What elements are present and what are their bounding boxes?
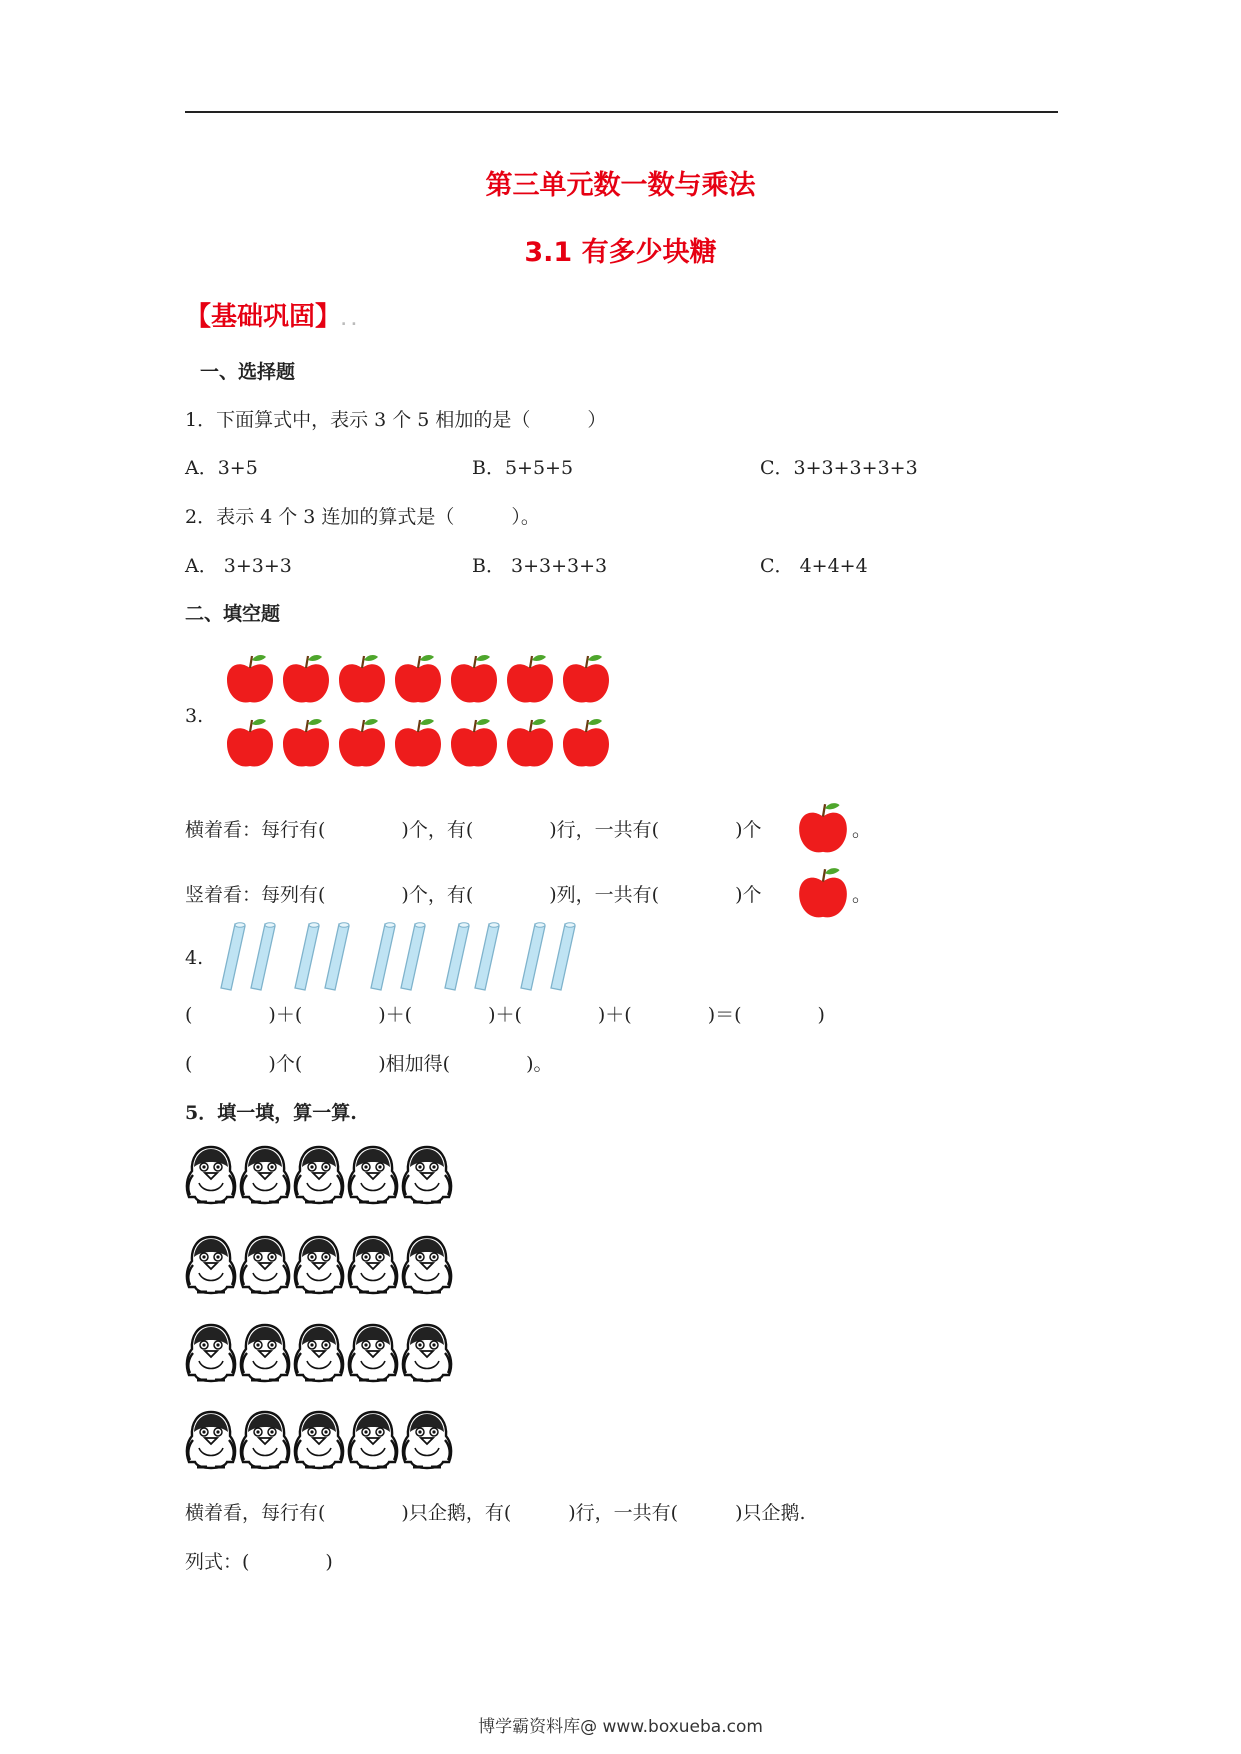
apple-grid <box>225 652 625 777</box>
penguin-icon <box>403 1237 451 1293</box>
part1-heading: 一、选择题 <box>200 361 296 383</box>
q1-option-c: C．3+3+3+3+3 <box>760 457 918 479</box>
apple-icon <box>797 800 849 856</box>
penguin-icon <box>187 1147 235 1203</box>
q4-line2: ( )个( )相加得( )。 <box>185 1053 553 1075</box>
penguin-icon <box>295 1325 343 1381</box>
apple-icon <box>797 865 849 921</box>
q1-option-b: B．5+5+5 <box>472 457 574 479</box>
footer-watermark: 博学霸资料库@ www.boxueba.com <box>478 1717 763 1737</box>
penguin-icon <box>295 1237 343 1293</box>
penguin-icon <box>241 1412 289 1468</box>
penguin-grid <box>185 1145 465 1475</box>
q3-line1-end: 。 <box>852 819 872 841</box>
penguin-icon <box>403 1147 451 1203</box>
stick-icon <box>401 923 425 990</box>
q2-option-b: B． 3+3+3+3 <box>472 555 608 577</box>
apple-icon <box>395 719 441 766</box>
apple-icon <box>451 655 497 702</box>
q3-line1-text: 横着看：每行有( )个，有( )行，一共有( )个 <box>185 819 762 841</box>
stick-icon <box>551 923 575 990</box>
penguin-icon <box>241 1147 289 1203</box>
q5-line2: 列式：( ) <box>185 1551 333 1573</box>
q3-line2 <box>185 880 761 907</box>
apple-icon <box>507 719 553 766</box>
stick-icon <box>371 923 395 990</box>
penguin-icon <box>295 1147 343 1203</box>
penguin-icon <box>349 1147 397 1203</box>
apple-icon <box>283 655 329 702</box>
penguin-icon <box>349 1237 397 1293</box>
q2-option-c: C． 4+4+4 <box>760 555 868 577</box>
penguin-icon <box>187 1412 235 1468</box>
stick-icon <box>475 923 499 990</box>
apple-icon <box>507 655 553 702</box>
penguin-icon <box>403 1325 451 1381</box>
q3-number: 3. <box>185 705 204 727</box>
penguin-icon <box>349 1325 397 1381</box>
penguin-icon <box>241 1237 289 1293</box>
apple-icon <box>283 719 329 766</box>
apple-icon <box>395 655 441 702</box>
stick-icon <box>325 923 349 990</box>
penguin-icon <box>241 1325 289 1381</box>
penguin-icon <box>349 1412 397 1468</box>
q4-number: 4. <box>185 947 204 969</box>
stick-icon <box>221 923 245 990</box>
penguin-icon <box>295 1412 343 1468</box>
penguin-icon <box>403 1412 451 1468</box>
apple-icon <box>563 719 609 766</box>
stick-icon <box>521 923 545 990</box>
q5-line1: 横着看，每行有( )只企鹅，有( )行，一共有( )只企鹅. <box>185 1502 806 1524</box>
q1-stem: 1．下面算式中，表示 3 个 5 相加的是（ ） <box>185 409 607 431</box>
stick-icon <box>445 923 469 990</box>
q5-stem: 5．填一填，算一算. <box>185 1102 357 1124</box>
apple-icon <box>563 655 609 702</box>
section-label <box>185 296 357 333</box>
part2-heading: 二、填空题 <box>185 603 281 625</box>
penguin-icon <box>187 1325 235 1381</box>
unit-title: 第三单元数一数与乘法 <box>485 170 756 201</box>
apple-icon <box>227 655 273 702</box>
q3-line1 <box>185 815 761 842</box>
q2-option-a: A． 3+3+3 <box>185 555 292 577</box>
apple-icon <box>339 719 385 766</box>
stick-groups <box>215 920 595 1000</box>
q2-stem: 2．表示 4 个 3 连加的算式是（ ）。 <box>185 506 540 528</box>
stick-icon <box>251 923 275 990</box>
header-rule <box>185 111 1058 113</box>
section-dots: . . <box>341 313 357 329</box>
apple-icon <box>227 719 273 766</box>
stick-icon <box>295 923 319 990</box>
section-label-text: 【基础巩固】 <box>185 302 342 332</box>
q1-option-a: A．3+5 <box>185 457 258 479</box>
lesson-title: 3.1 有多少块糖 <box>524 237 717 268</box>
apple-icon <box>451 719 497 766</box>
q3-line2-text: 竖着看：每列有( )个，有( )列，一共有( )个 <box>185 884 762 906</box>
q4-line1: ( )＋( )＋( )＋( )＋( )＝( ) <box>185 1004 825 1026</box>
penguin-icon <box>187 1237 235 1293</box>
q3-line2-end: 。 <box>852 884 872 906</box>
apple-icon <box>339 655 385 702</box>
